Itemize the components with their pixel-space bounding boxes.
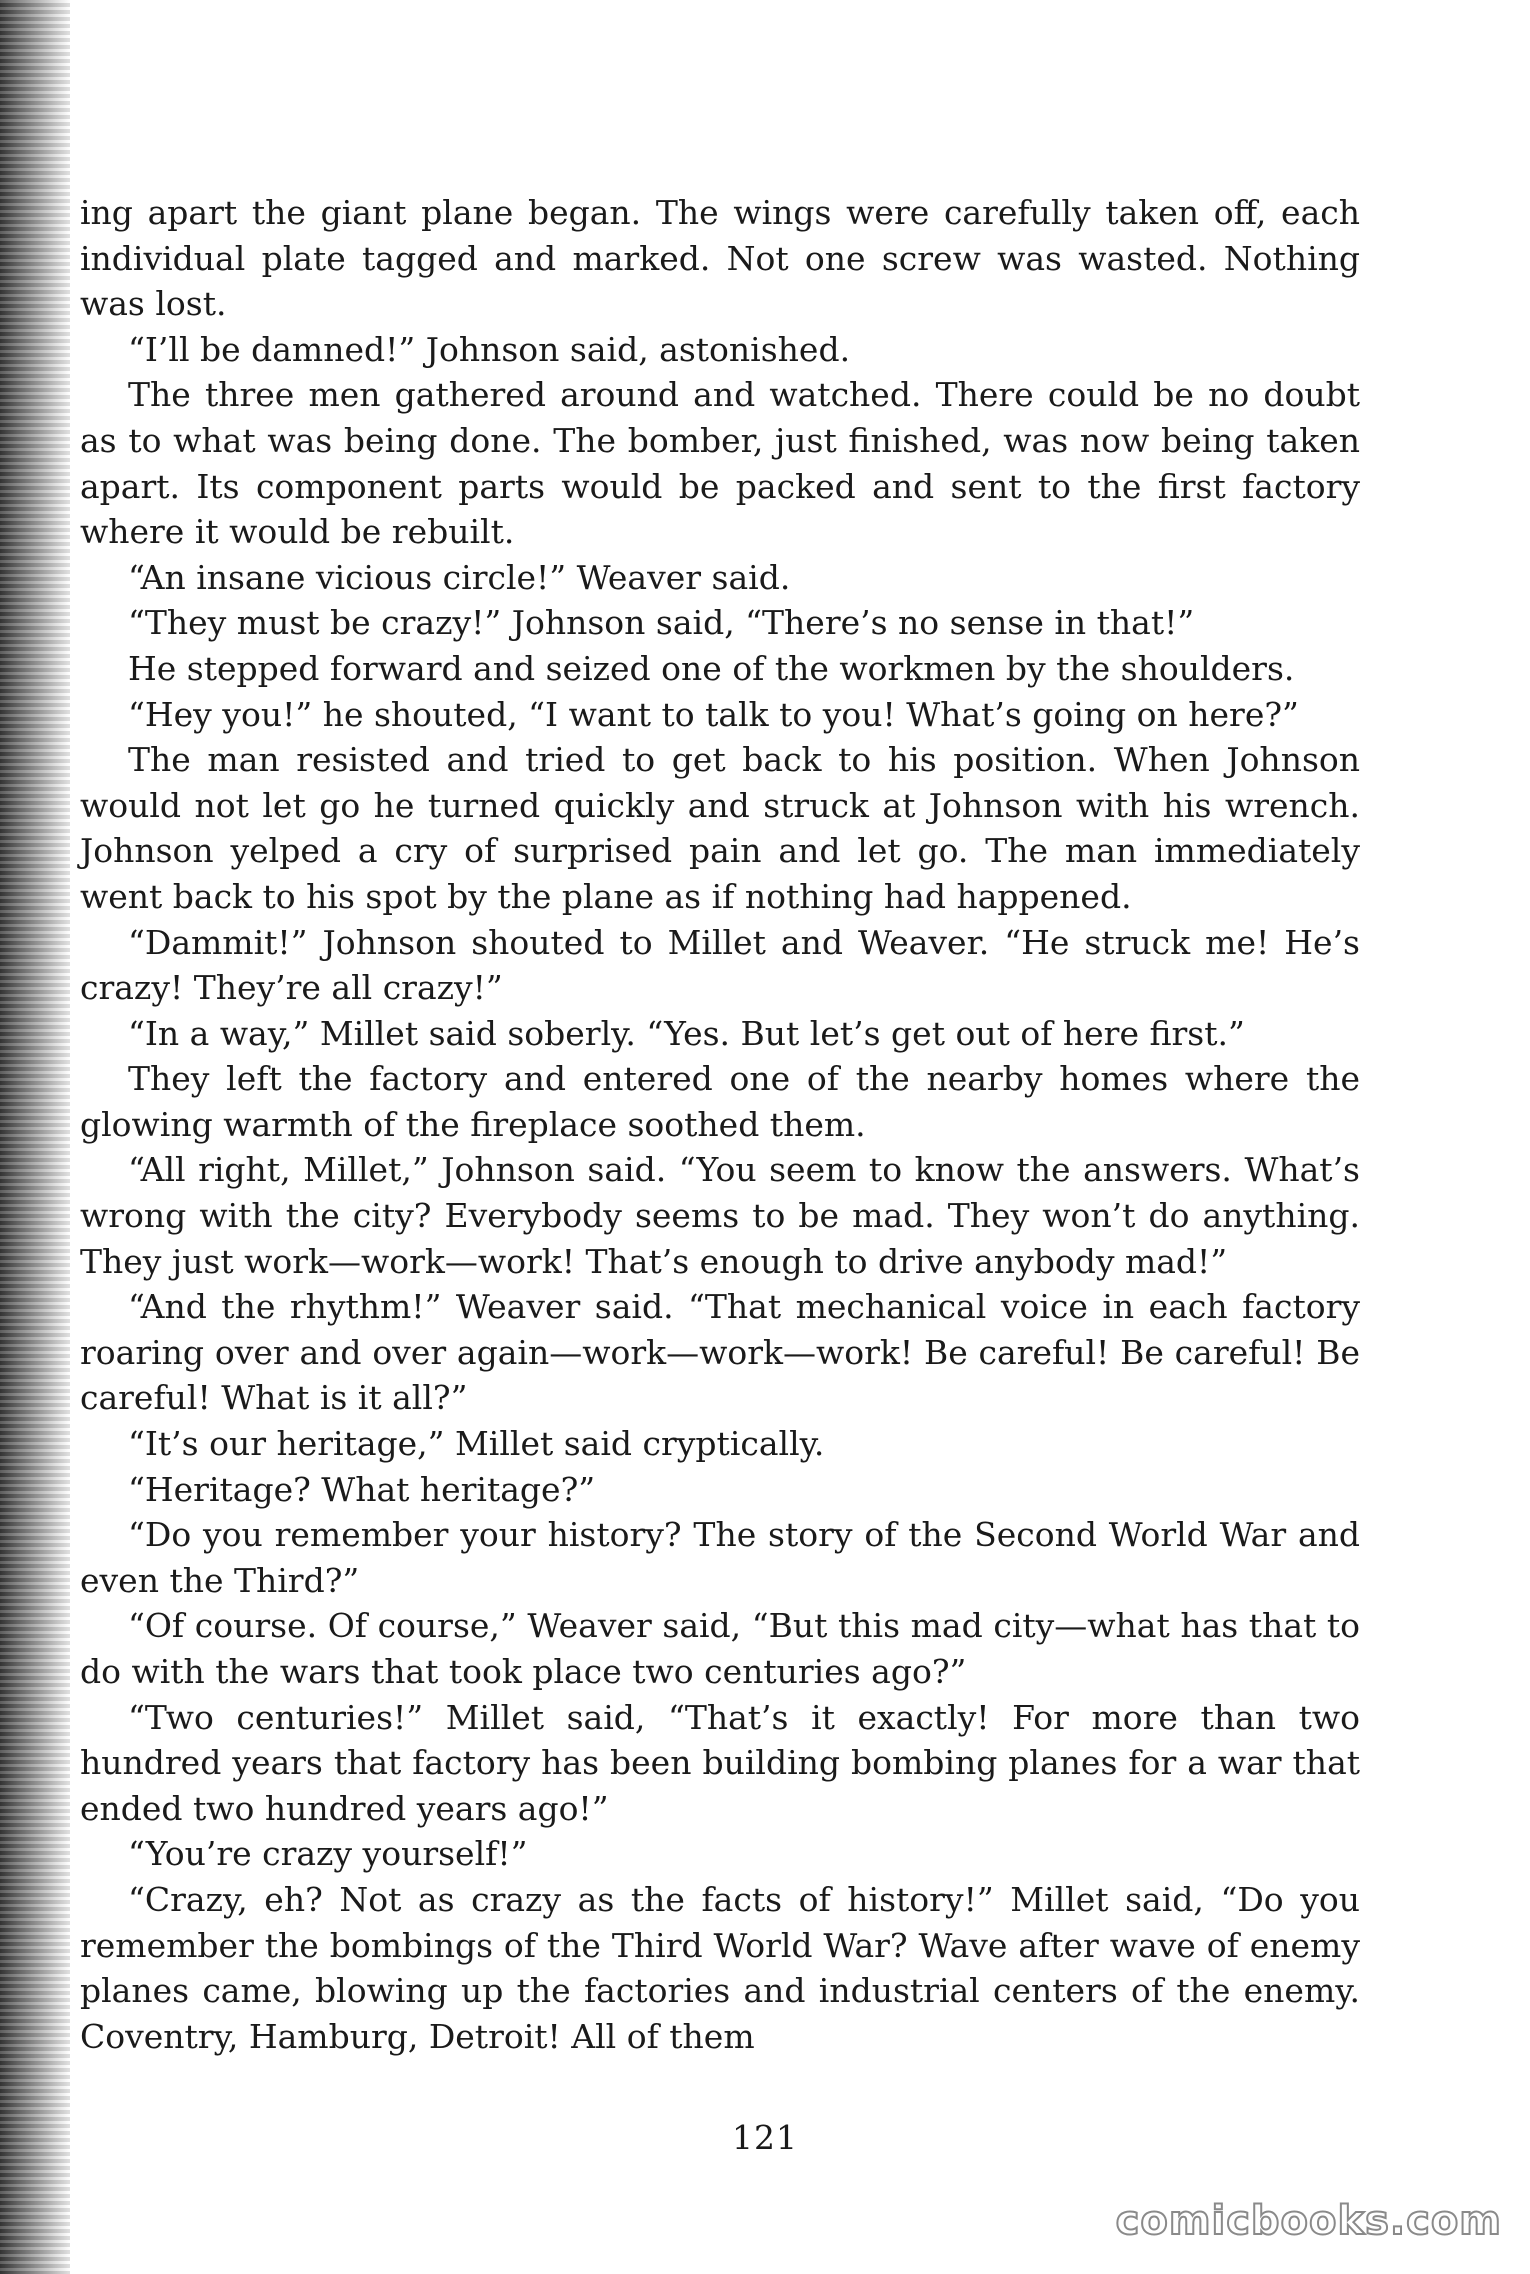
paragraph: ing apart the giant plane began. The wings were carefully taken off, each individual plate tagged and marked. Not one screw was wasted. Nothing was lost. (80, 193, 1360, 324)
paragraph: They left the factory and entered one of the nearby homes where the glowing warmth of the fireplace soothed them. (80, 1059, 1360, 1144)
paragraph: “Dammit!” Johnson shouted to Millet and Weaver. “He struck me! He’s crazy! They’re all crazy!” (80, 922, 1360, 1008)
paragraph: “It’s our heritage,” Millet said cryptically. (128, 1424, 825, 1464)
paragraph: “An insane vicious circle!” Weaver said. (128, 557, 791, 597)
paragraph: “And the rhythm!” Weaver said. “That mechanical voice in each factory roaring over and over again—work—work—work! Be careful! Be careful! Be careful! What is it all?” (80, 1287, 1360, 1418)
paragraph: “Of course. Of course,” Weaver said, “But this mad city—what has that to do with the wars that took place two centuries ago?” (80, 1606, 1360, 1691)
page-number: 121 (732, 2118, 798, 2157)
paragraph: “They must be crazy!” Johnson said, “There’s no sense in that!” (128, 603, 1195, 643)
paragraph: He stepped forward and seized one of the workmen by the shoulders. (128, 648, 1295, 688)
watermark-logo: comicbooks.com (1115, 2198, 1502, 2244)
paragraph: “Heritage? What heritage?” (128, 1469, 596, 1509)
paragraph: The three men gathered around and watched. There could be no doubt as to what was being done. The bomber, just finished, was now being taken apart. Its component parts would be packed and sent to the first factory where it would be rebuilt. (80, 375, 1360, 552)
paragraph: “Two centuries!” Millet said, “That’s it exactly! For more than two hundred years that factory has been building bombing planes for a war that ended two hundred years ago!” (80, 1697, 1360, 1828)
paragraph: “In a way,” Millet said soberly. “Yes. But let’s get out of here first.” (128, 1013, 1245, 1053)
paragraph: “Do you remember your history? The story of the Second World War and even the Third?” (80, 1515, 1360, 1600)
page-body-text (80, 190, 1360, 2059)
paragraph: “All right, Millet,” Johnson said. “You seem to know the answers. What’s wrong with the city? Everybody seems to be mad. They won’t do anything. They just work—work—work! That’s enough to drive anybody mad!” (80, 1150, 1360, 1281)
paragraph: “Crazy, eh? Not as crazy as the facts of history!” Millet said, “Do you remember the bombings of the Third World War? Wave after wave of enemy planes came, blowing up the factories and industrial centers of the enemy. Coventry, Hamburg, Detroit! All of them (80, 1879, 1360, 2056)
paragraph: “You’re crazy yourself!” (128, 1834, 528, 1874)
paragraph: The man resisted and tried to get back to his position. When Johnson would not let go he turned quickly and struck at Johnson with his wrench. Johnson yelped a cry of surprised pain and let go. The man immediately went back to his spot by the plane as if nothing had happened. (80, 740, 1360, 916)
paragraph: “Hey you!” he shouted, “I want to talk to you! What’s going on here?” (128, 694, 1299, 734)
book-binding-shadow (0, 0, 70, 2274)
paragraph: “I’ll be damned!” Johnson said, astonished. (128, 329, 851, 369)
